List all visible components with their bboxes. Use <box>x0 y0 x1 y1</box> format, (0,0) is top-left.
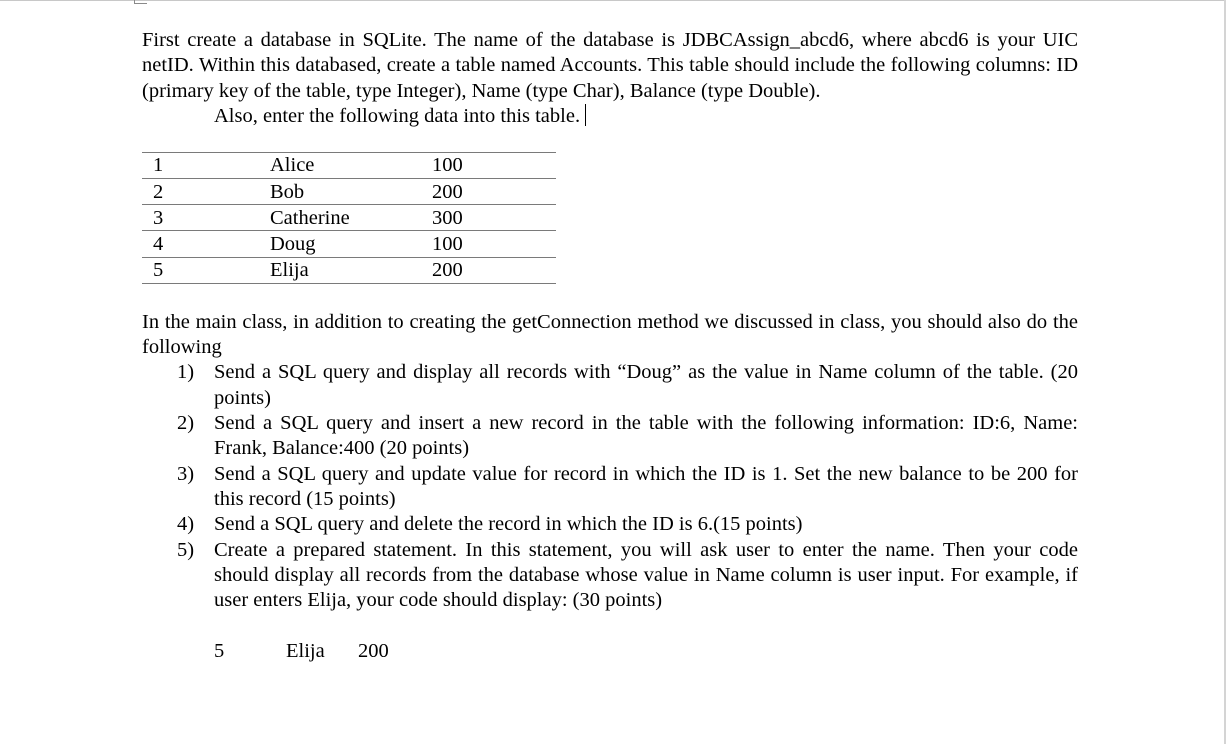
cell-id: 3 <box>142 205 270 231</box>
cell-balance: 200 <box>432 179 556 205</box>
table-row <box>142 152 556 178</box>
main-class-paragraph: In the main class, in addition to creating the getConnection method we discussed in class, you should also do the following <box>142 310 1078 359</box>
text-cursor <box>585 104 586 126</box>
cell-id: 2 <box>142 179 270 205</box>
cell-name: Catherine <box>270 205 432 231</box>
cell-name: Elija <box>270 257 432 283</box>
table-row <box>142 257 556 283</box>
example-id: 5 <box>214 640 225 663</box>
example-output-row <box>142 639 1078 664</box>
example-name: Elija <box>286 640 325 663</box>
intro-paragraph: First create a database in SQLite. The name of the database is JDBCAssign_abcd6, where abcd6 is your UIC netID. Within this databased, create a table named Accounts. This table should include the following columns: ID (primary key of the table, type Integer), Name (type Char), Balance (type Double). <box>142 29 1078 102</box>
text-boundary-corner-mark <box>134 0 147 4</box>
list-item <box>142 360 1078 411</box>
cell-balance: 200 <box>432 257 556 283</box>
list-item-number: 2) <box>177 412 195 435</box>
task-list <box>142 360 1078 613</box>
list-item-number: 5) <box>177 538 195 561</box>
list-item-text: Send a SQL query and delete the record in which the ID is 6.(15 points) <box>214 513 803 536</box>
page-top-edge <box>0 0 1226 1</box>
cell-balance: 100 <box>432 152 556 178</box>
instructions-section <box>142 310 1078 665</box>
list-item-text: Send a SQL query and update value for record in which the ID is 1. Set the new balance to be 200 for this record (15 points) <box>214 462 1078 510</box>
list-item-number: 1) <box>177 361 195 384</box>
list-item <box>142 512 1078 537</box>
list-item <box>142 462 1078 513</box>
document-body[interactable] <box>142 28 1078 664</box>
list-item-text: Send a SQL query and insert a new record in the table with the following information: ID:6, Name: Frank, Balance:400 (20 points) <box>214 412 1078 460</box>
table-row <box>142 205 556 231</box>
cell-name: Alice <box>270 152 432 178</box>
list-item-number: 3) <box>177 462 195 485</box>
cell-id: 1 <box>142 152 270 178</box>
intro-indented-line <box>142 104 1078 129</box>
list-item <box>142 538 1078 614</box>
cell-balance: 100 <box>432 231 556 257</box>
accounts-data-table <box>142 152 556 284</box>
list-item-text: Send a SQL query and display all records with “Doug” as the value in Name column of the table. (20 points) <box>214 361 1078 409</box>
cell-id: 5 <box>142 257 270 283</box>
example-balance: 200 <box>358 640 389 663</box>
list-item-number: 4) <box>177 513 195 536</box>
cell-name: Bob <box>270 179 432 205</box>
table-row <box>142 231 556 257</box>
intro-indented-text: Also, enter the following data into this table. <box>214 104 581 127</box>
table-row <box>142 179 556 205</box>
list-item <box>142 411 1078 462</box>
list-item-text: Create a prepared statement. In this statement, you will ask user to enter the name. Then your code should display all records from the database whose value in Name column is user input. For example, if user enters Elija, your code should display: (30 points) <box>214 538 1078 612</box>
cell-balance: 300 <box>432 205 556 231</box>
cell-id: 4 <box>142 231 270 257</box>
cell-name: Doug <box>270 231 432 257</box>
